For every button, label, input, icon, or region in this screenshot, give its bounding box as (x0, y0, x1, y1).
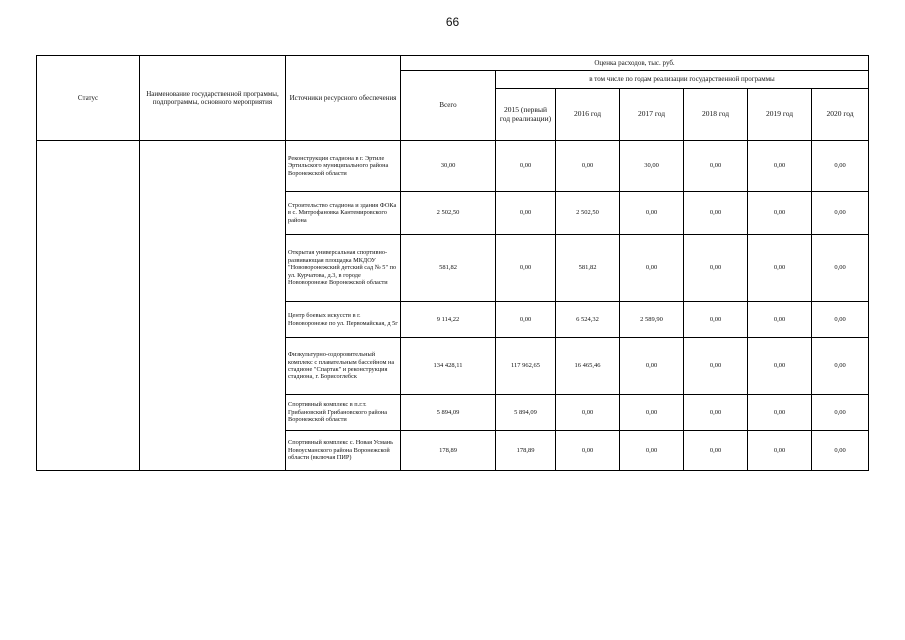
value-2018: 0,00 (684, 338, 748, 395)
value-total: 30,00 (401, 141, 496, 192)
value-2019: 0,00 (748, 395, 812, 431)
value-total: 5 894,09 (401, 395, 496, 431)
header-year-2017: 2017 год (620, 89, 684, 141)
value-2015: 0,00 (496, 235, 556, 302)
header-year-2016: 2016 год (556, 89, 620, 141)
value-2017: 0,00 (620, 395, 684, 431)
value-2020: 0,00 (812, 431, 869, 471)
header-year-2015: 2015 (первый год реализации) (496, 89, 556, 141)
table-body (37, 141, 869, 471)
value-2020: 0,00 (812, 141, 869, 192)
source-cell: Открытая универсальная спортивно-развивающая площадка МКДОУ "Нововоронежский детский сад № 5" по ул. Курчатова, д.3, в городе Нововоронеже Воронежской области (286, 235, 401, 302)
value-2019: 0,00 (748, 431, 812, 471)
source-cell: Центр боевых искусств в г. Нововоронеже по ул. Первомайская, д 5г (286, 302, 401, 338)
value-2018: 0,00 (684, 431, 748, 471)
value-2020: 0,00 (812, 395, 869, 431)
value-2019: 0,00 (748, 302, 812, 338)
value-2019: 0,00 (748, 235, 812, 302)
value-2020: 0,00 (812, 192, 869, 235)
value-2017: 0,00 (620, 192, 684, 235)
source-cell: Спортивный комплекс в п.г.т. Грибановский Грибановского района Воронежской области (286, 395, 401, 431)
header-estimate: Оценка расходов, тыс. руб. (401, 56, 869, 71)
value-2018: 0,00 (684, 302, 748, 338)
budget-table (36, 55, 869, 471)
status-cell (37, 141, 140, 471)
value-2016: 6 524,32 (556, 302, 620, 338)
header-source: Источники ресурсного обеспечения (286, 56, 401, 141)
value-2016: 2 502,50 (556, 192, 620, 235)
header-year-2020: 2020 год (812, 89, 869, 141)
source-cell: Строительство стадиона и здания ФОКа в с. Митрофановка Кантемировского района (286, 192, 401, 235)
value-2016: 0,00 (556, 395, 620, 431)
value-2020: 0,00 (812, 338, 869, 395)
value-2015: 0,00 (496, 192, 556, 235)
value-total: 178,89 (401, 431, 496, 471)
value-2018: 0,00 (684, 235, 748, 302)
header-year-2018: 2018 год (684, 89, 748, 141)
source-cell: Реконструкция стадиона в г. Эртиле Эртильского муниципального района Воронежской области (286, 141, 401, 192)
header-by-years: в том числе по годам реализации государственной программы (496, 71, 869, 89)
value-2016: 16 465,46 (556, 338, 620, 395)
value-2015: 0,00 (496, 141, 556, 192)
source-cell: Спортивный комплекс с. Новая Усмань Новоусманского района Воронежской области (включая ПИР) (286, 431, 401, 471)
value-2019: 0,00 (748, 141, 812, 192)
value-total: 581,82 (401, 235, 496, 302)
value-2015: 117 962,65 (496, 338, 556, 395)
value-total: 2 502,50 (401, 192, 496, 235)
table-header (37, 56, 869, 141)
program-name-cell (140, 141, 286, 471)
value-2016: 0,00 (556, 431, 620, 471)
header-year-2019: 2019 год (748, 89, 812, 141)
value-total: 9 114,22 (401, 302, 496, 338)
value-2019: 0,00 (748, 338, 812, 395)
value-2017: 30,00 (620, 141, 684, 192)
value-total: 134 428,11 (401, 338, 496, 395)
value-2020: 0,00 (812, 235, 869, 302)
value-2015: 0,00 (496, 302, 556, 338)
value-2015: 5 894,09 (496, 395, 556, 431)
header-name: Наименование государственной программы, подпрограммы, основного мероприятия (140, 56, 286, 141)
value-2016: 0,00 (556, 141, 620, 192)
value-2018: 0,00 (684, 141, 748, 192)
value-2017: 2 589,90 (620, 302, 684, 338)
value-2015: 178,89 (496, 431, 556, 471)
value-2018: 0,00 (684, 395, 748, 431)
header-status: Статус (37, 56, 140, 141)
value-2017: 0,00 (620, 235, 684, 302)
header-total: Всего (401, 71, 496, 141)
page-number: 66 (445, 15, 460, 29)
value-2016: 581,82 (556, 235, 620, 302)
source-cell: Физкультурно-оздоровительный комплекс с плавательным бассейном на стадионе "Спартак" и реконструкция стадиона, г. Борисоглебск (286, 338, 401, 395)
value-2019: 0,00 (748, 192, 812, 235)
value-2020: 0,00 (812, 302, 869, 338)
value-2017: 0,00 (620, 338, 684, 395)
value-2017: 0,00 (620, 431, 684, 471)
value-2018: 0,00 (684, 192, 748, 235)
table-row (37, 141, 869, 192)
